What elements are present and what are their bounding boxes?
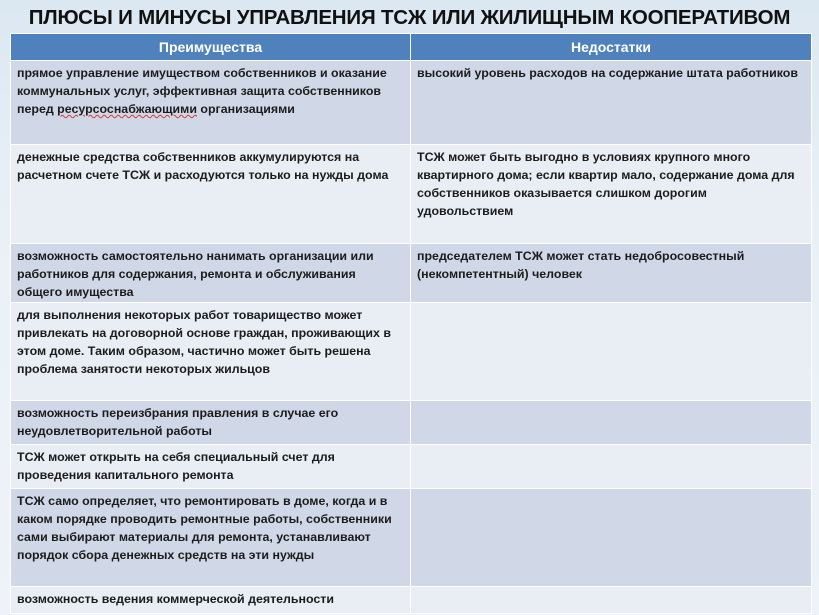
table-row bbox=[11, 244, 812, 303]
spellcheck-word: ресурсоснабжающими bbox=[57, 102, 197, 116]
disadvantage-cell: председателем ТСЖ может стать недобросовестный (некомпетентный) человек bbox=[411, 244, 812, 303]
advantage-text: прямое управление имуществом собственников и оказание коммунальных услуг, эффективная защита собственников перед bbox=[17, 66, 387, 116]
table-header-row bbox=[11, 34, 812, 61]
disadvantage-cell bbox=[411, 445, 812, 489]
table-row bbox=[11, 489, 812, 587]
disadvantage-cell bbox=[411, 489, 812, 587]
disadvantage-cell bbox=[411, 401, 812, 445]
header-advantages: Преимущества bbox=[11, 34, 411, 61]
table-row bbox=[11, 445, 812, 489]
advantage-cell: возможность самостоятельно нанимать организации или работников для содержания, ремонта и обслуживания общего имущества bbox=[11, 244, 411, 303]
advantage-cell: возможность ведения коммерческой деятельности bbox=[11, 587, 411, 614]
advantage-cell: возможность переизбрания правления в случае его неудовлетворительной работы bbox=[11, 401, 411, 445]
advantage-cell: денежные средства собственников аккумулируются на расчетном счете ТСЖ и расходуются только на нужды дома bbox=[11, 145, 411, 244]
advantage-text-tail: организациями bbox=[200, 102, 295, 116]
table-row bbox=[11, 587, 812, 614]
advantage-cell: ТСЖ само определяет, что ремонтировать в доме, когда и в каком порядке проводить ремонтные работы, собственники сами выбирают материалы для ремонта, устанавливают порядок сбора денежных средств на эти нужды bbox=[11, 489, 411, 587]
advantage-cell: для выполнения некоторых работ товарищество может привлекать на договорной основе граждан, проживающих в этом доме. Таким образом, частично может быть решена проблема занятости некоторых жильцов bbox=[11, 303, 411, 401]
pros-cons-table bbox=[10, 33, 812, 614]
header-disadvantages: Недостатки bbox=[411, 34, 812, 61]
advantage-cell: ТСЖ может открыть на себя специальный счет для проведения капитального ремонта bbox=[11, 445, 411, 489]
disadvantage-cell: ТСЖ может быть выгодно в условиях крупного много квартирного дома; если квартир мало, содержание дома для собственников оказывается слишком дорогим удовольствием bbox=[411, 145, 812, 244]
disadvantage-cell bbox=[411, 303, 812, 401]
table-row bbox=[11, 401, 812, 445]
table-row bbox=[11, 303, 812, 401]
disadvantage-cell: высокий уровень расходов на содержание штата работников bbox=[411, 61, 812, 145]
page-title: ПЛЮСЫ И МИНУСЫ УПРАВЛЕНИЯ ТСЖ ИЛИ ЖИЛИЩНЫМ КООПЕРАТИВОМ bbox=[28, 6, 791, 29]
table-row bbox=[11, 145, 812, 244]
disadvantage-cell bbox=[411, 587, 812, 614]
advantage-cell bbox=[11, 61, 411, 145]
table-row bbox=[11, 61, 812, 145]
